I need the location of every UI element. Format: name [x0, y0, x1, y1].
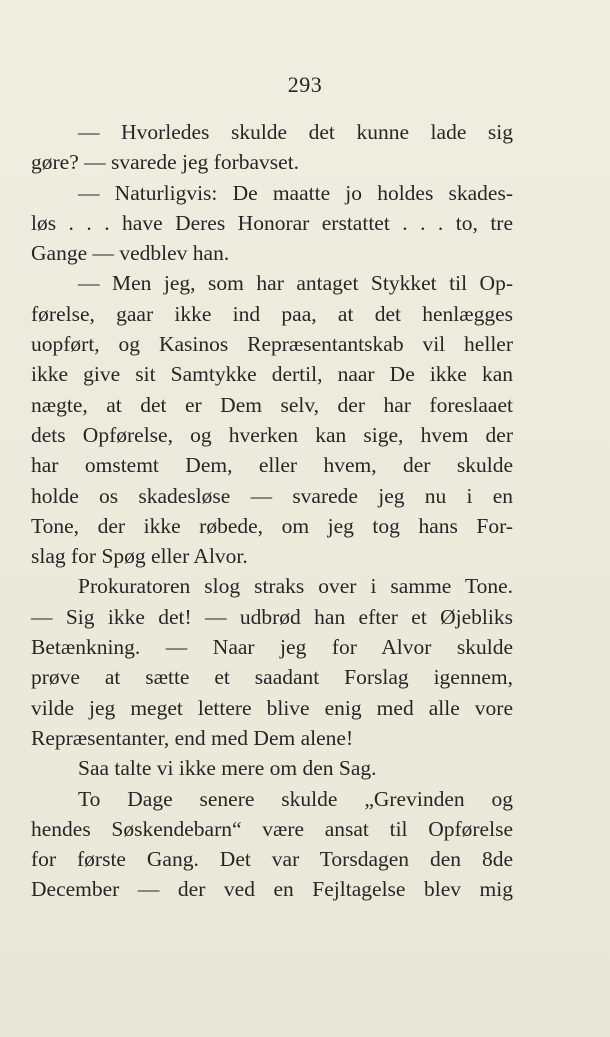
text-line: Prokuratoren slog straks over i samme Tone. — [78, 574, 513, 599]
text-line: førelse, gaar ikke ind paa, at det henlægges — [31, 301, 513, 326]
text-line: Repræsentanter, end med Dem alene! — [31, 725, 354, 750]
text-line: prøve at sætte et saadant Forslag igennem, — [31, 665, 513, 690]
text-line: — Naturligvis: De maatte jo holdes skades- — [78, 180, 513, 205]
text-line: hendes Søskendebarn“ være ansat til Opførelse — [31, 816, 513, 841]
body-text — [31, 117, 513, 905]
text-line: har omstemt Dem, eller hvem, der skulde — [31, 453, 513, 478]
text-line: gøre? — svarede jeg forbavset. — [31, 150, 300, 175]
text-line: slag for Spøg eller Alvor. — [31, 544, 248, 569]
text-line: Saa talte vi ikke mere om den Sag. — [78, 756, 377, 781]
text-line: ikke give sit Samtykke dertil, naar De ikke kan — [31, 362, 513, 387]
text-line: To Dage senere skulde „Grevinden og — [78, 786, 513, 811]
text-line: Gange — vedblev han. — [31, 241, 230, 266]
text-line: — Hvorledes skulde det kunne lade sig — [78, 120, 513, 144]
text-line: — Men jeg, som har antaget Stykket til Op- — [78, 271, 513, 296]
text-line: dets Opførelse, og hverken kan sige, hvem der — [31, 422, 513, 447]
text-line: løs . . . have Deres Honorar erstattet . . . to, tre — [31, 210, 513, 235]
text-line: for første Gang. Det var Torsdagen den 8de — [31, 847, 513, 872]
text-line: uopført, og Kasinos Repræsentantskab vil heller — [31, 332, 513, 357]
text-line: — Sig ikke det! — udbrød han efter et Øjebliks — [31, 604, 513, 629]
text-line: December — der ved en Fejltagelse blev mig — [31, 877, 513, 902]
text-line: holde os skadesløse — svarede jeg nu i en — [31, 483, 513, 508]
text-line: vilde jeg meget lettere blive enig med alle vore — [31, 695, 513, 720]
page-number: 293 — [287, 72, 323, 97]
text-line: Tone, der ikke røbede, om jeg tog hans For- — [31, 513, 513, 538]
text-line: Betænkning. — Naar jeg for Alvor skulde — [31, 635, 513, 660]
text-line: nægte, at det er Dem selv, der har foreslaaet — [31, 392, 513, 417]
